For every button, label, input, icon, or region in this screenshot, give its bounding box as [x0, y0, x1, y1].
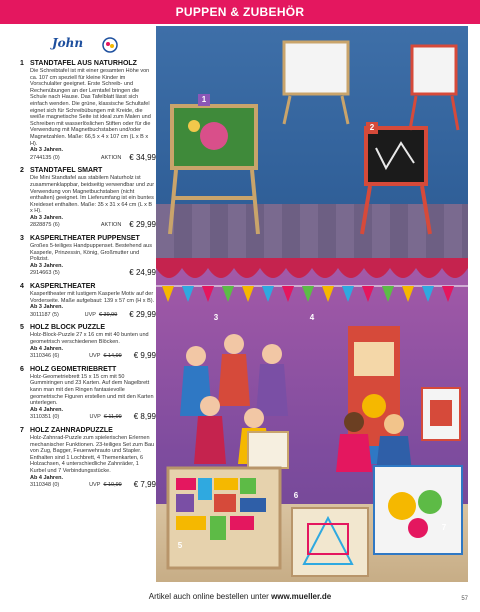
product-title: HOLZ ZAHNRADPUZZLE	[30, 426, 113, 434]
easel-whiteboard-image	[276, 36, 356, 126]
easel-red-whiteboard-image	[406, 40, 462, 132]
gear-puzzle-image	[370, 462, 466, 558]
product-age: Ab 3 Jahren.	[30, 214, 64, 221]
product-price: € 29,99	[129, 220, 156, 230]
product-title: HOLZ GEOMETRIEBRETT	[30, 365, 117, 373]
scene-label-6: 6	[293, 491, 299, 500]
product-title: HOLZ BLOCK PUZZLE	[30, 324, 106, 332]
product-age: Ab 4 Jahren.	[30, 406, 64, 413]
product-number: 2	[20, 167, 24, 175]
product-price-label: UVP	[84, 311, 96, 318]
footer-url[interactable]: www.mueller.de	[271, 592, 332, 601]
page-title: PUPPEN & ZUBEHÖR	[175, 5, 305, 19]
product-description: Holz-Zahnrad-Puzzle zum spielerischen Erlernen mechanischer Funktionen. 23-teiliges Set zum Bau von Zug, Bagger, Feuerwehrauto und Stapler. Enthalten sind 1 Lochbrett, 4 Themenkarten, 6 Holzachsen, 4 unterschiedliche Zahnräder, 1 Kurbel und 7 Verbindungsstücke.	[30, 434, 155, 474]
product-old-price: € 11,99	[103, 414, 122, 421]
product-number: 6	[20, 365, 24, 373]
product-title: KASPERLTHEATER	[30, 283, 96, 291]
page-number: 57	[461, 596, 468, 602]
product-number: 5	[20, 324, 24, 332]
product-price: € 24,99	[129, 268, 156, 278]
easel-large-image	[164, 96, 264, 236]
product-age: Ab 4 Jahren.	[30, 474, 64, 481]
product-age: Ab 3 Jahren.	[30, 147, 64, 154]
block-puzzle-image	[164, 464, 284, 574]
product-price-label: AKTION	[100, 154, 122, 161]
product-age: Ab 4 Jahren.	[30, 345, 64, 352]
footer-text: Artikel auch online bestellen unter	[148, 592, 269, 601]
brand-emblem-icon	[98, 36, 122, 54]
bunting-decoration	[156, 284, 468, 306]
product-description: Holz-Block-Puzzle 27 x 16 cm mit 40 bunten und geometrisch verschiedenen Blöcken.	[30, 332, 149, 345]
scene-label-5: 5	[177, 541, 183, 550]
product-item	[20, 324, 156, 359]
product-number: 1	[20, 60, 24, 67]
product-age: Ab 3 Jahren.	[30, 262, 64, 269]
scene-label-4: 4	[309, 313, 315, 322]
product-old-price: € 10,99	[103, 482, 122, 489]
product-description: Die Schreibtafel ist mit einer gesamten Höhe von ca. 107 cm speziell für kleine Kinder im Vorschulalter geeignet. Erste Schreib- und Rechenübungen an der Lerntafel bringen die Schule nach Hause. Das Tafelblatt lässt sich einfach wenden. Die grüne, klassische Schultafel eignet sich für Schreibübungen mit Kreide, die weiße magnetische Seite ist ideal zum Malen und Schreiben mit wasserlöslichen Stiften oder für die Verwendung mit Magnetbuchstaben und/oder Magnetzahlen. Maße: 66,5 x 4 x 107 cm (L x B x H).	[30, 68, 151, 147]
brand-name: John	[52, 36, 84, 50]
product-age: Ab 3 Jahren.	[30, 304, 64, 311]
product-item	[20, 60, 156, 161]
product-description: Holz-Geometriebrett 15 x 15 cm mit 50 Gummiringen und 23 Karten. Auf dem Nagelbrett kann man mit den Ringen fantasievolle geometrische Figuren erstellen und mit den Karten unterlegen.	[30, 373, 154, 407]
product-scene	[156, 26, 468, 582]
product-code: 3110346 (6)	[30, 353, 60, 360]
scene-label-1: 1	[198, 94, 210, 106]
scene-label-7: 7	[441, 523, 447, 532]
product-description: Großes 5-teiliges Handpuppenset. Bestehend aus Kasperle, Prinzessin, König, Großmutter und Polizist.	[30, 243, 152, 263]
product-item	[20, 366, 156, 421]
product-code: 2744135 (0)	[30, 154, 60, 161]
product-code: 2828875 (6)	[30, 222, 60, 229]
product-price: € 7,99	[133, 480, 156, 490]
product-description: Kasperltheater mit lustigem Kasperle Motiv auf der Vorderseite. Maße aufgebaut: 139 x 57 cm (H x B).	[30, 291, 155, 304]
product-price: € 8,99	[133, 412, 156, 422]
product-number: 4	[20, 283, 24, 291]
product-price: € 9,99	[133, 351, 156, 361]
geometry-board-image	[288, 504, 372, 580]
product-item	[20, 167, 156, 229]
brand-logo	[52, 36, 124, 58]
product-title: KASPERLTHEATER PUPPENSET	[30, 235, 140, 243]
footer	[0, 592, 480, 601]
product-old-price: € 14,99	[103, 353, 122, 360]
scene-label-2: 2	[366, 122, 378, 134]
product-price-label: UVP	[89, 353, 101, 360]
product-code: 3110351 (0)	[30, 414, 60, 421]
product-price: € 29,99	[129, 309, 156, 319]
product-old-price: € 39,99	[98, 311, 118, 318]
product-price: € 34,99	[129, 152, 156, 162]
product-item	[20, 235, 156, 277]
product-item	[20, 427, 156, 489]
product-price-label: AKTION	[100, 222, 122, 229]
product-number: 7	[20, 426, 24, 434]
product-title: STANDTAFEL AUS NATURHOLZ	[30, 60, 137, 67]
easel-small-image	[356, 118, 436, 236]
product-code: 2914663 (5)	[30, 270, 60, 277]
scene-label-3: 3	[213, 313, 219, 322]
product-price-label: UVP	[89, 482, 101, 489]
product-title: STANDTAFEL SMART	[30, 167, 103, 175]
product-number: 3	[20, 235, 24, 243]
theater-box-image	[420, 386, 462, 442]
product-price-label: UVP	[89, 414, 101, 421]
product-code: 3011187 (5)	[30, 311, 59, 318]
product-description: Die Mini Standtafel aus stabilem Naturholz ist zusammenklappbar, beidseitig verwendbar und zur Verwendung von Magnetbuchstaben (nicht enthalten) geeignet. Im Lieferumfang ist ein buntes Kreideset enthalten. Maße: 35 x 31 x 64 cm (L x B x H).	[30, 175, 155, 215]
product-list	[20, 60, 156, 495]
product-code: 3110348 (0)	[30, 482, 60, 489]
product-item	[20, 283, 156, 318]
